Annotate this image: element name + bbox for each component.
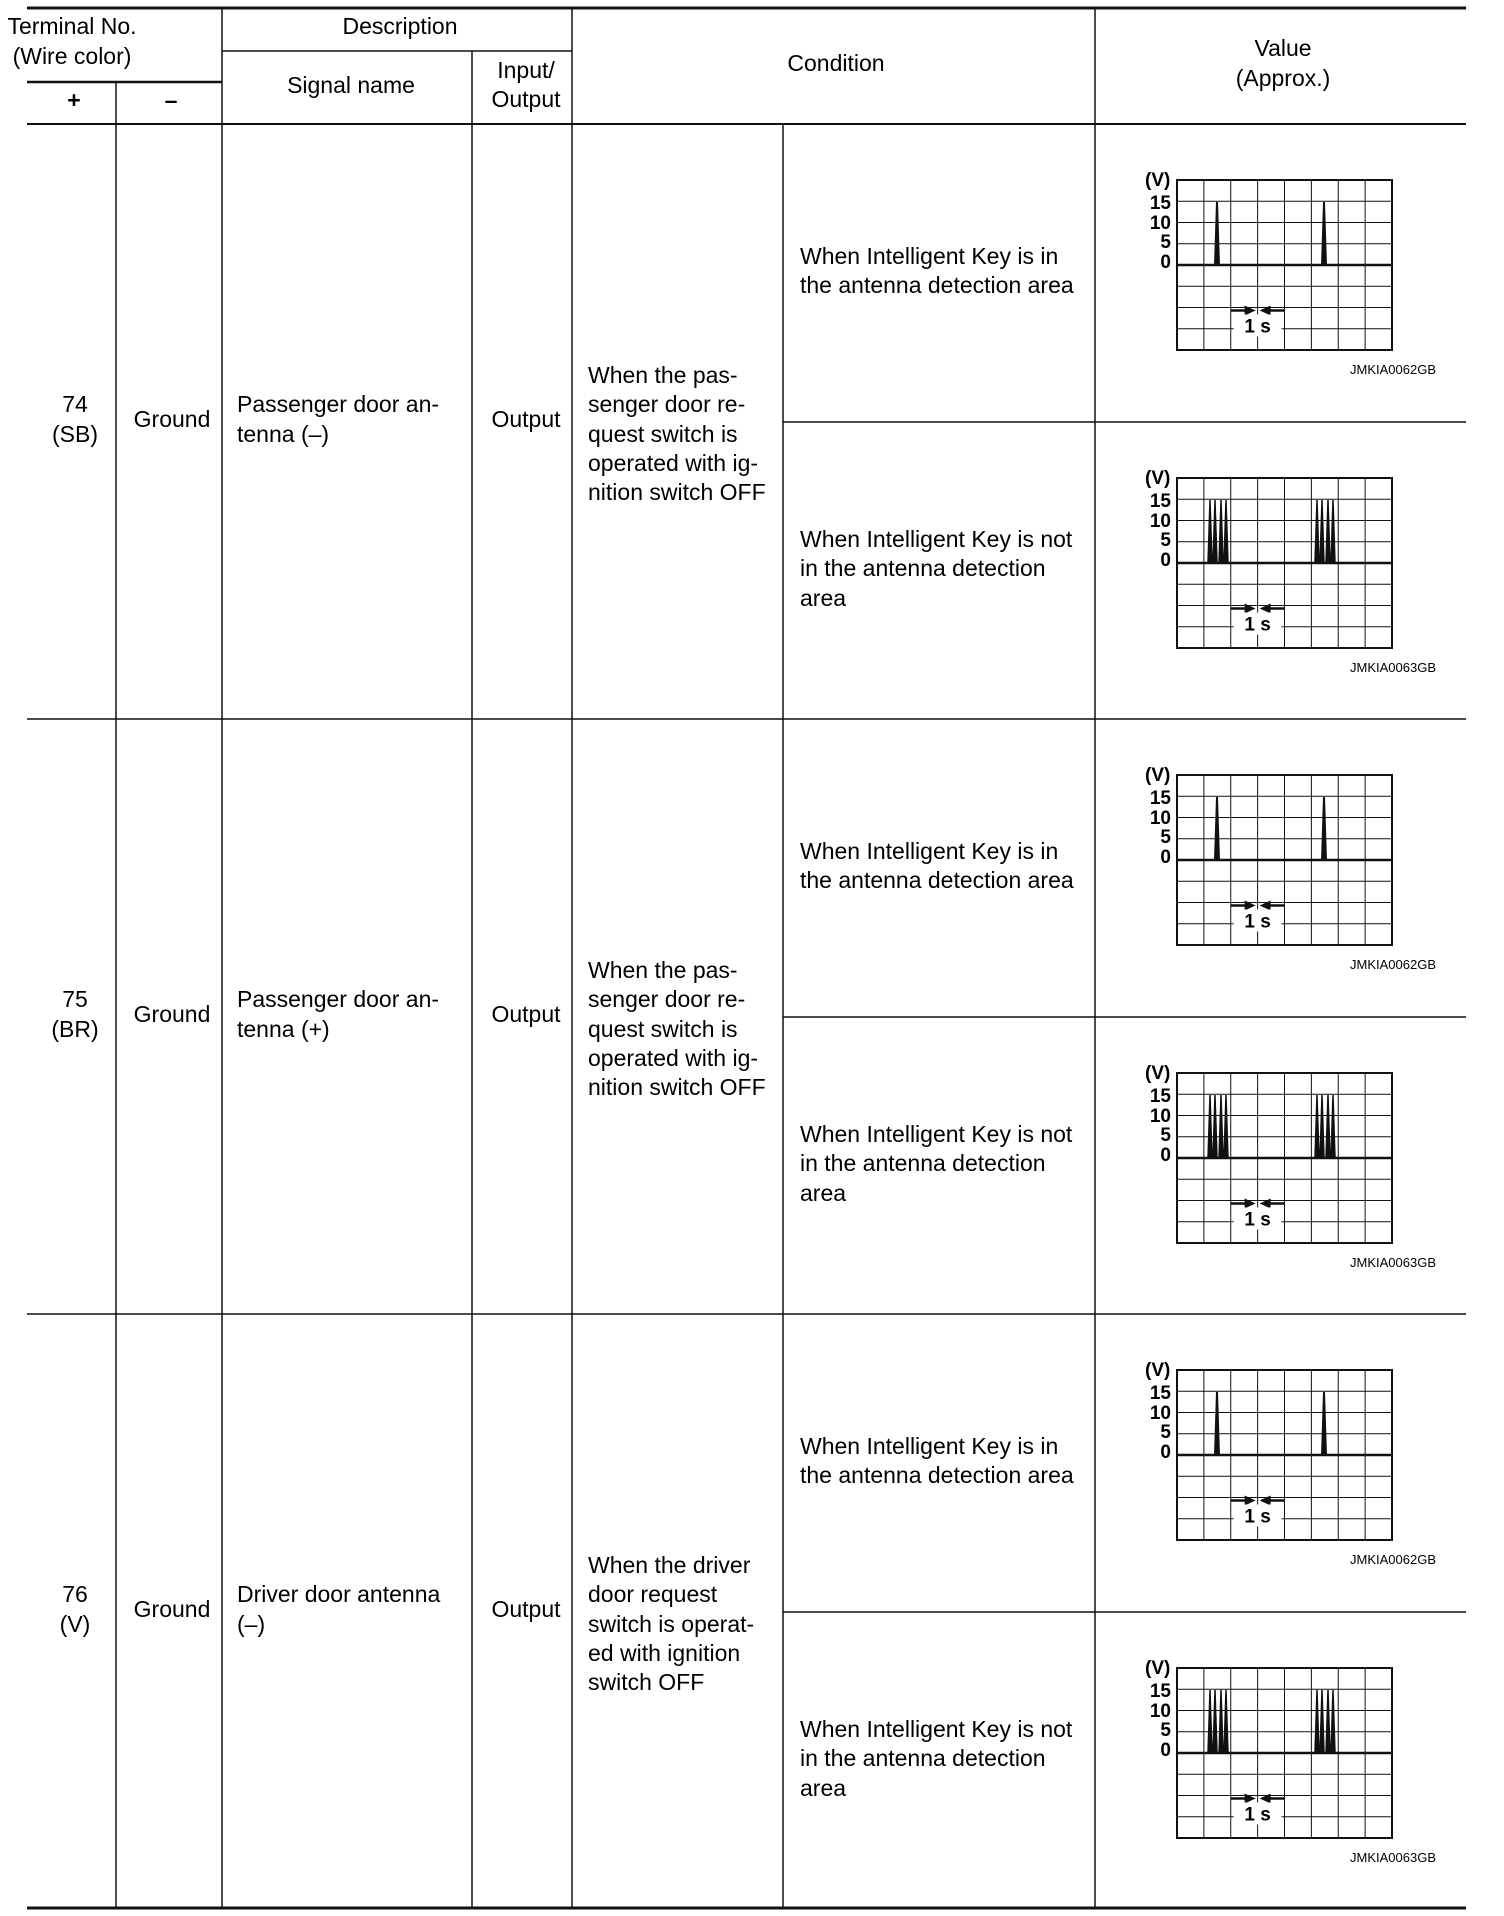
terminal-number: 75: [62, 986, 88, 1012]
signal-name-line1: Driver door antenna: [237, 1581, 441, 1607]
y-tick-label: 0: [1160, 550, 1171, 571]
table-header: [7, 13, 1330, 113]
condition-line: senger door re-: [588, 986, 746, 1012]
subcondition-line: When Intelligent Key is in: [800, 243, 1059, 269]
y-tick-label: 5: [1160, 1422, 1171, 1443]
waveform-graph: [1145, 468, 1436, 675]
figure-code: JMKIA0063GB: [1350, 660, 1436, 675]
voltage-pulse: [1219, 1095, 1223, 1158]
voltage-pulse: [1219, 1690, 1223, 1753]
waveform-graph: [1145, 170, 1436, 377]
waveform-graph: [1145, 1063, 1436, 1270]
y-tick-label: 10: [1149, 1106, 1171, 1127]
subcondition-line: in the antenna detection: [800, 1150, 1046, 1176]
y-tick-label: 0: [1160, 847, 1171, 868]
y-tick-label: 15: [1149, 1383, 1171, 1404]
y-tick-label: 5: [1160, 1720, 1171, 1741]
ground-terminal: Ground: [133, 1001, 211, 1027]
terminal-number: 74: [62, 391, 88, 417]
condition-line: switch is operat-: [588, 1611, 755, 1637]
time-scale-label: 1 s: [1244, 1804, 1271, 1826]
voltage-pulse: [1331, 1690, 1335, 1753]
unit-label: (V): [1145, 170, 1171, 191]
voltage-pulse: [1224, 500, 1228, 563]
subcondition-line: area: [800, 1775, 847, 1801]
header-approx: (Approx.): [1235, 65, 1331, 91]
time-scale-label: 1 s: [1244, 614, 1271, 636]
y-tick-label: 0: [1160, 1145, 1171, 1166]
signal-name-line1: Passenger door an-: [237, 986, 440, 1012]
header-minus: –: [164, 87, 178, 113]
y-tick-label: 10: [1149, 511, 1171, 532]
header-plus: +: [67, 87, 81, 113]
subcondition-line: the antenna detection area: [800, 272, 1074, 298]
header-terminal-no: Terminal No.: [7, 13, 137, 39]
voltage-pulse: [1213, 1690, 1217, 1753]
subcondition-line: in the antenna detection: [800, 1745, 1046, 1771]
unit-label: (V): [1145, 1658, 1171, 1679]
subcondition-line: the antenna detection area: [800, 1462, 1074, 1488]
voltage-pulse: [1320, 1095, 1324, 1158]
waveform-graph: [1145, 1658, 1436, 1865]
condition-line: ed with ignition: [588, 1640, 741, 1666]
subcondition-line: When Intelligent Key is not: [800, 1716, 1073, 1742]
unit-label: (V): [1145, 1063, 1171, 1084]
condition-line: When the pas-: [588, 362, 738, 388]
subcondition-line: When Intelligent Key is not: [800, 526, 1073, 552]
y-tick-label: 5: [1160, 1125, 1171, 1146]
ground-terminal: Ground: [133, 406, 211, 432]
header-condition: Condition: [787, 50, 885, 76]
subcondition-line: area: [800, 585, 847, 611]
subcondition-line: When Intelligent Key is in: [800, 838, 1059, 864]
y-tick-label: 15: [1149, 193, 1171, 214]
signal-name-line1: Passenger door an-: [237, 391, 440, 417]
time-scale-label: 1 s: [1244, 316, 1271, 338]
voltage-pulse: [1224, 1095, 1228, 1158]
condition-line: operated with ig-: [588, 450, 759, 476]
voltage-pulse: [1315, 500, 1319, 563]
condition-line: quest switch is: [588, 1016, 738, 1042]
voltage-pulse: [1215, 797, 1219, 860]
y-tick-label: 10: [1149, 1701, 1171, 1722]
voltage-pulse: [1322, 1392, 1326, 1455]
signal-name-line2: tenna (–): [237, 421, 330, 447]
time-scale-label: 1 s: [1244, 911, 1271, 933]
time-scale-label: 1 s: [1244, 1209, 1271, 1231]
unit-label: (V): [1145, 765, 1171, 786]
voltage-pulse: [1215, 202, 1219, 265]
voltage-pulse: [1219, 500, 1223, 563]
subcondition-line: When Intelligent Key is in: [800, 1433, 1059, 1459]
subcondition-line: When Intelligent Key is not: [800, 1121, 1073, 1147]
y-tick-label: 15: [1149, 1681, 1171, 1702]
signal-name-line2: tenna (+): [237, 1016, 330, 1042]
voltage-pulse: [1326, 1690, 1330, 1753]
condition-line: door request: [588, 1581, 718, 1607]
figure-code: JMKIA0063GB: [1350, 1255, 1436, 1270]
y-tick-label: 10: [1149, 1403, 1171, 1424]
header-io-line2: Output: [491, 86, 561, 112]
condition-line: operated with ig-: [588, 1045, 759, 1071]
voltage-pulse: [1215, 1392, 1219, 1455]
figure-code: JMKIA0062GB: [1350, 362, 1436, 377]
terminal-number: 76: [62, 1581, 88, 1607]
waveform-graph: [1145, 765, 1436, 972]
voltage-pulse: [1213, 1095, 1217, 1158]
voltage-pulse: [1331, 1095, 1335, 1158]
wire-color: (SB): [52, 421, 98, 447]
unit-label: (V): [1145, 1360, 1171, 1381]
y-tick-label: 5: [1160, 232, 1171, 253]
voltage-pulse: [1331, 500, 1335, 563]
voltage-pulse: [1315, 1095, 1319, 1158]
y-tick-label: 5: [1160, 827, 1171, 848]
header-description: Description: [342, 13, 458, 39]
condition-line: nition switch OFF: [588, 479, 766, 505]
voltage-pulse: [1208, 500, 1212, 563]
header-wire-color: (Wire color): [12, 43, 132, 69]
voltage-pulse: [1320, 1690, 1324, 1753]
y-tick-label: 15: [1149, 788, 1171, 809]
header-value: Value: [1254, 35, 1312, 61]
header-signal-name: Signal name: [287, 72, 415, 98]
ground-terminal: Ground: [133, 1596, 211, 1622]
input-output: Output: [491, 1001, 561, 1027]
condition-line: nition switch OFF: [588, 1074, 766, 1100]
wire-color: (V): [59, 1611, 91, 1637]
y-tick-label: 10: [1149, 213, 1171, 234]
figure-code: JMKIA0062GB: [1350, 1552, 1436, 1567]
y-tick-label: 10: [1149, 808, 1171, 829]
table-row-76: [60, 1433, 1074, 1801]
y-tick-label: 0: [1160, 1740, 1171, 1761]
y-tick-label: 0: [1160, 1442, 1171, 1463]
y-tick-label: 0: [1160, 252, 1171, 273]
figure-code: JMKIA0062GB: [1350, 957, 1436, 972]
time-scale-label: 1 s: [1244, 1506, 1271, 1528]
waveform-graph: [1145, 1360, 1436, 1567]
voltage-pulse: [1326, 500, 1330, 563]
input-output: Output: [491, 406, 561, 432]
input-output: Output: [491, 1596, 561, 1622]
condition-line: When the pas-: [588, 957, 738, 983]
figure-code: JMKIA0063GB: [1350, 1850, 1436, 1865]
condition-line: senger door re-: [588, 391, 746, 417]
condition-line: When the driver: [588, 1552, 751, 1578]
table-row-74: [52, 243, 1074, 611]
voltage-pulse: [1224, 1690, 1228, 1753]
voltage-pulse: [1320, 500, 1324, 563]
subcondition-line: in the antenna detection: [800, 555, 1046, 581]
condition-line: quest switch is: [588, 421, 738, 447]
wire-color: (BR): [51, 1016, 99, 1042]
voltage-pulse: [1213, 500, 1217, 563]
voltage-pulse: [1208, 1095, 1212, 1158]
voltage-pulse: [1326, 1095, 1330, 1158]
y-tick-label: 15: [1149, 491, 1171, 512]
subcondition-line: area: [800, 1180, 847, 1206]
condition-line: switch OFF: [588, 1669, 705, 1695]
unit-label: (V): [1145, 468, 1171, 489]
y-tick-label: 5: [1160, 530, 1171, 551]
voltage-pulse: [1322, 202, 1326, 265]
signal-name-line2: (–): [237, 1611, 266, 1637]
voltage-pulse: [1315, 1690, 1319, 1753]
voltage-pulse: [1208, 1690, 1212, 1753]
voltage-pulse: [1322, 797, 1326, 860]
subcondition-line: the antenna detection area: [800, 867, 1074, 893]
y-tick-label: 15: [1149, 1086, 1171, 1107]
header-io-line1: Input/: [497, 57, 555, 83]
table-row-75: [51, 838, 1074, 1206]
